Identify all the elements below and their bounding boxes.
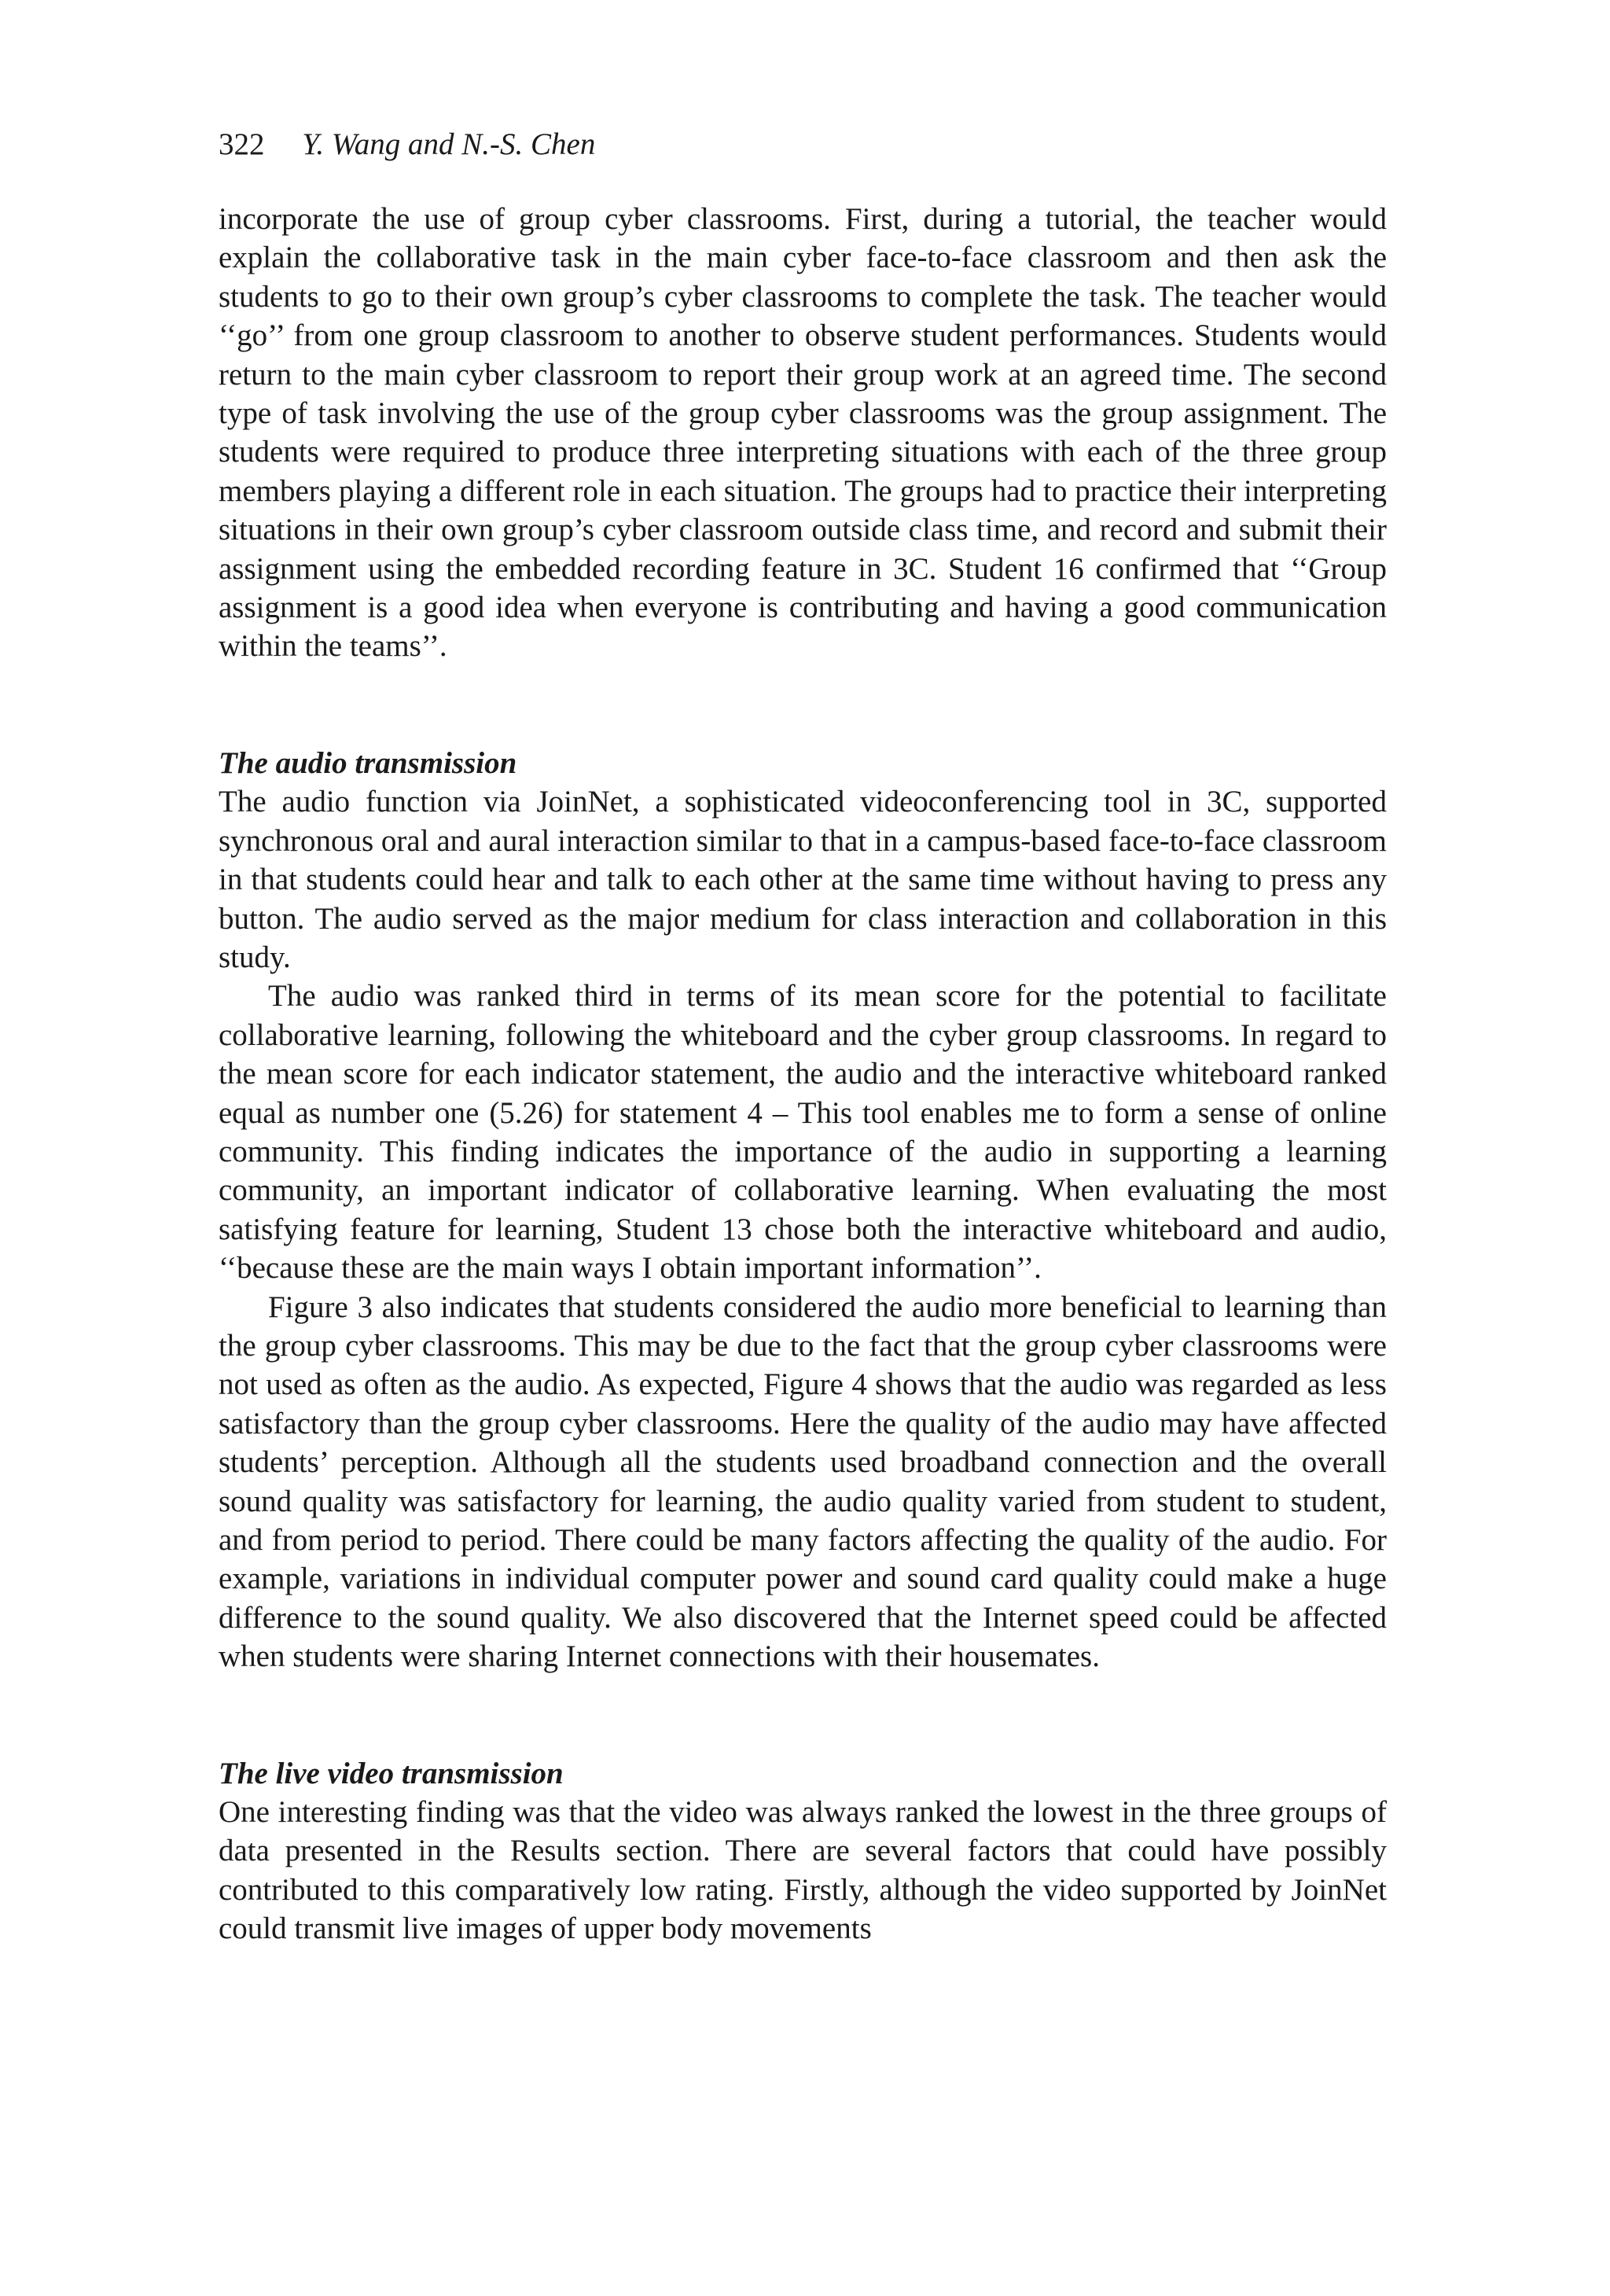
audio-paragraph-2: The audio was ranked third in terms of its mean score for the potential to facilitate collaborative learning, following the whiteboard and the cyber group classrooms. In regard to the mean score for each indicator statement, the audio and the interactive whiteboard ranked equal as number one (5.26) for statement 4 – This tool enables me to form a sense of online community. This finding indicates the importance of the audio in supporting a learning community, an important indicator of collaborative learning. When evaluating the most satisfying feature for learning, Student 13 chose both the interactive whiteboard and audio, ‘‘because these are the main ways I obtain important information’’. xyxy=(219,979,1387,1286)
audio-paragraph-1: The audio function via JoinNet, a sophisticated videoconferencing tool in 3C, supported synchronous oral and aural interaction similar to that in a campus-based face-to-face classroom in that students could hear and talk to each other at the same time without having to press any button. The audio served as the major medium for class interaction and collaboration in this study. xyxy=(219,785,1387,974)
running-header xyxy=(219,123,595,167)
section-heading-video: The live video transmission xyxy=(219,1756,564,1790)
running-authors: Y. Wang and N.-S. Chen xyxy=(302,127,596,161)
section-spacer xyxy=(219,666,1387,744)
audio-paragraph-3: Figure 3 also indicates that students considered the audio more beneficial to learning than the group cyber classrooms. This may be due to the fact that the group cyber classrooms were not used as often as the audio. As expected, Figure 4 shows that the audio was regarded as less satisfactory than the group cyber classrooms. Here the quality of the audio may have affected students’ perception. Although all the students used broadband connection and the overall sound quality was satisfactory for learning, the audio quality varied from student to student, and from period to period. There could be many factors affecting the quality of the audio. For example, variations in individual computer power and sound card quality could make a huge difference to the sound quality. We also discovered that the Internet speed could be affected when students were sharing Internet connections with their housemates. xyxy=(219,1290,1387,1674)
video-paragraph-1: One interesting finding was that the video was always ranked the lowest in the three groups of data presented in the Results section. There are several factors that could have possibly contributed to this comparatively low rating. Firstly, although the video supported by JoinNet could transmit live images of upper body movements xyxy=(219,1795,1387,1946)
page-number: 322 xyxy=(219,127,265,161)
body-column xyxy=(219,200,1387,1948)
section-spacer xyxy=(219,1676,1387,1754)
section-heading-audio: The audio transmission xyxy=(219,745,517,780)
intro-paragraph: incorporate the use of group cyber classrooms. First, during a tutorial, the teacher would explain the collaborative task in the main cyber face-to-face classroom and then ask the students to go to their own group’s cyber classrooms to complete the task. The teacher would ‘‘go’’ from one group classroom to another to observe student performances. Students would return to the main cyber classroom to report their group work at an agreed time. The second type of task involving the use of the group cyber classrooms was the group assignment. The students were required to produce three interpreting situations with each of the three group members playing a different role in each situation. The groups had to practice their interpreting situations in their own group’s cyber classroom outside class time, and record and submit their assignment using the embedded recording feature in 3C. Student 16 confirmed that ‘‘Group assignment is a good idea when everyone is contributing and having a good communication within the teams’’. xyxy=(219,202,1387,664)
